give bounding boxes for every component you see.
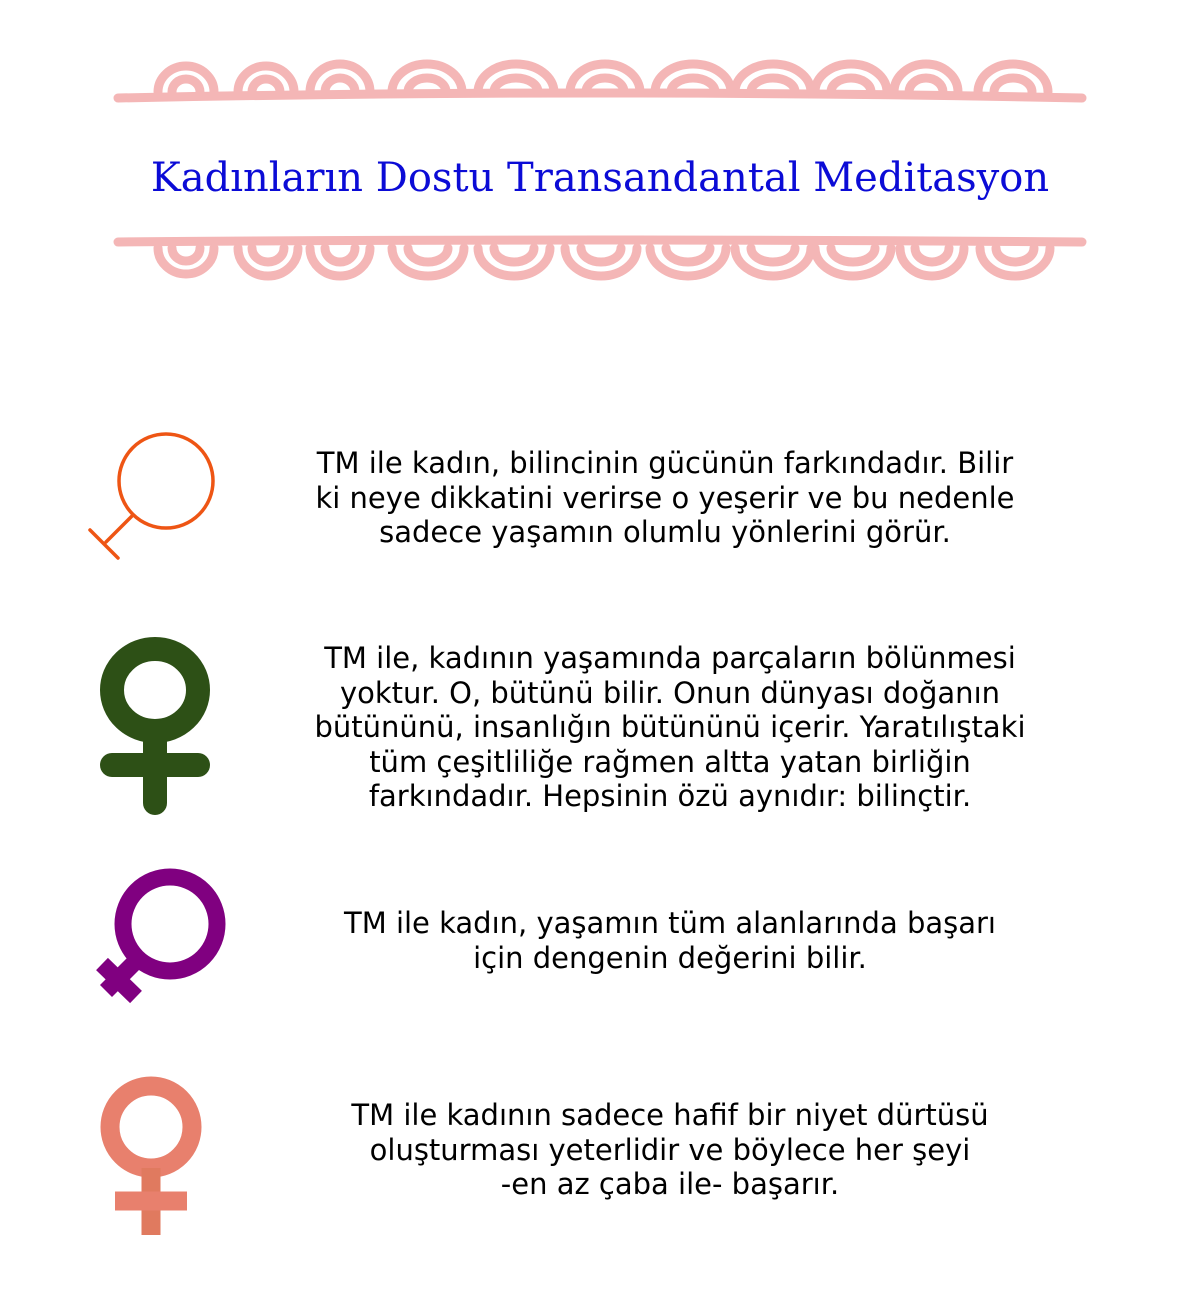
- item-3-line: TM ile kadın, yaşamın tüm alanlarında başarı: [343, 906, 996, 940]
- item-2-text: [270, 641, 1070, 814]
- page-title: Kadınların Dostu Transandantal Meditasyon: [150, 155, 1050, 201]
- item-2-line: farkındadır. Hepsinin özü aynıdır: bilinçtir.: [368, 779, 972, 813]
- item-2-line: TM ile, kadının yaşamında parçaların bölünmesi: [324, 641, 1016, 675]
- item-4-text: [300, 1098, 1040, 1202]
- female-symbol-tilted-icon: [88, 860, 233, 1010]
- item-2-line: tüm çeşitliliğe rağmen altta yatan birliğin: [369, 744, 971, 779]
- item-4-line: oluşturması yeterlidir ve böylece her şeyi: [369, 1132, 971, 1167]
- female-symbol-coral-icon: [95, 1070, 210, 1245]
- female-symbol-bold-icon: [95, 635, 220, 820]
- female-symbol-outline-icon: [80, 425, 225, 570]
- item-1-line: ki neye dikkatini verirse o yeşerir ve bu nedenle: [315, 480, 1015, 515]
- item-4-line: -en az çaba ile- başarır.: [500, 1167, 840, 1201]
- bottom-decorative-border: [110, 230, 1090, 300]
- item-4-line: TM ile kadının sadece hafif bir niyet dürtüsü: [351, 1098, 989, 1132]
- top-decorative-border: [110, 40, 1090, 110]
- item-3-text: [300, 906, 1040, 975]
- item-1-line: sadece yaşamın olumlu yönlerini görür.: [379, 515, 951, 549]
- item-3-line: için dengenin değerini bilir.: [473, 940, 867, 975]
- item-2-line: yoktur. O, bütünü bilir. Onun dünyası doğanın: [339, 675, 1001, 710]
- item-2-line: bütününü, insanlığın bütününü içerir. Yaratılıştaki: [314, 710, 1026, 744]
- item-1-line: TM ile kadın, bilincinin gücünün farkındadır. Bilir: [316, 446, 1014, 480]
- item-1-text: [270, 446, 1060, 550]
